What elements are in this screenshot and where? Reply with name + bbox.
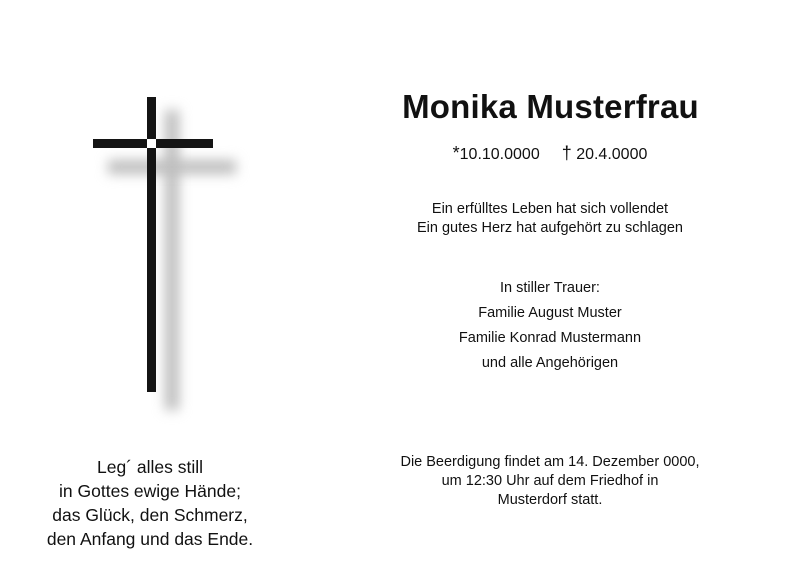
verse xyxy=(20,455,280,551)
cross-center-gap xyxy=(147,139,156,148)
verse-line: Leg´ alles still xyxy=(96,457,204,477)
verse-line: in Gottes ewige Hände; xyxy=(59,481,241,501)
funeral-notice xyxy=(370,453,730,510)
death-symbol: † xyxy=(561,143,572,163)
deceased-name: Monika Musterfrau xyxy=(402,88,699,125)
mourners-list xyxy=(400,276,700,376)
life-dates xyxy=(400,143,700,164)
cross-shadow-horizontal xyxy=(108,160,236,174)
motto-line: Ein gutes Herz hat aufgehört zu schlagen xyxy=(417,220,683,236)
cross-shadow-vertical xyxy=(165,110,179,410)
funeral-line: Musterdorf statt. xyxy=(497,492,603,508)
mourner-item: Familie August Muster xyxy=(478,305,622,321)
birth-symbol: * xyxy=(452,143,460,163)
cross-icon xyxy=(0,0,300,440)
motto-line: Ein erfülltes Leben hat sich vollendet xyxy=(431,201,669,217)
mourner-item: Familie Konrad Mustermann xyxy=(458,330,642,346)
birth-date: 10.10.0000 xyxy=(459,146,540,163)
motto xyxy=(370,200,730,238)
funeral-line: um 12:30 Uhr auf dem Friedhof in xyxy=(441,473,659,489)
verse-line: das Glück, den Schmerz, xyxy=(52,505,248,525)
death-date: 20.4.0000 xyxy=(576,146,648,163)
verse-line: den Anfang und das Ende. xyxy=(46,529,254,549)
mourners-heading: In stiller Trauer: xyxy=(500,280,600,296)
funeral-line: Die Beerdigung findet am 14. Dezember 0000, xyxy=(400,454,700,470)
mourner-item: und alle Angehörigen xyxy=(481,355,619,371)
